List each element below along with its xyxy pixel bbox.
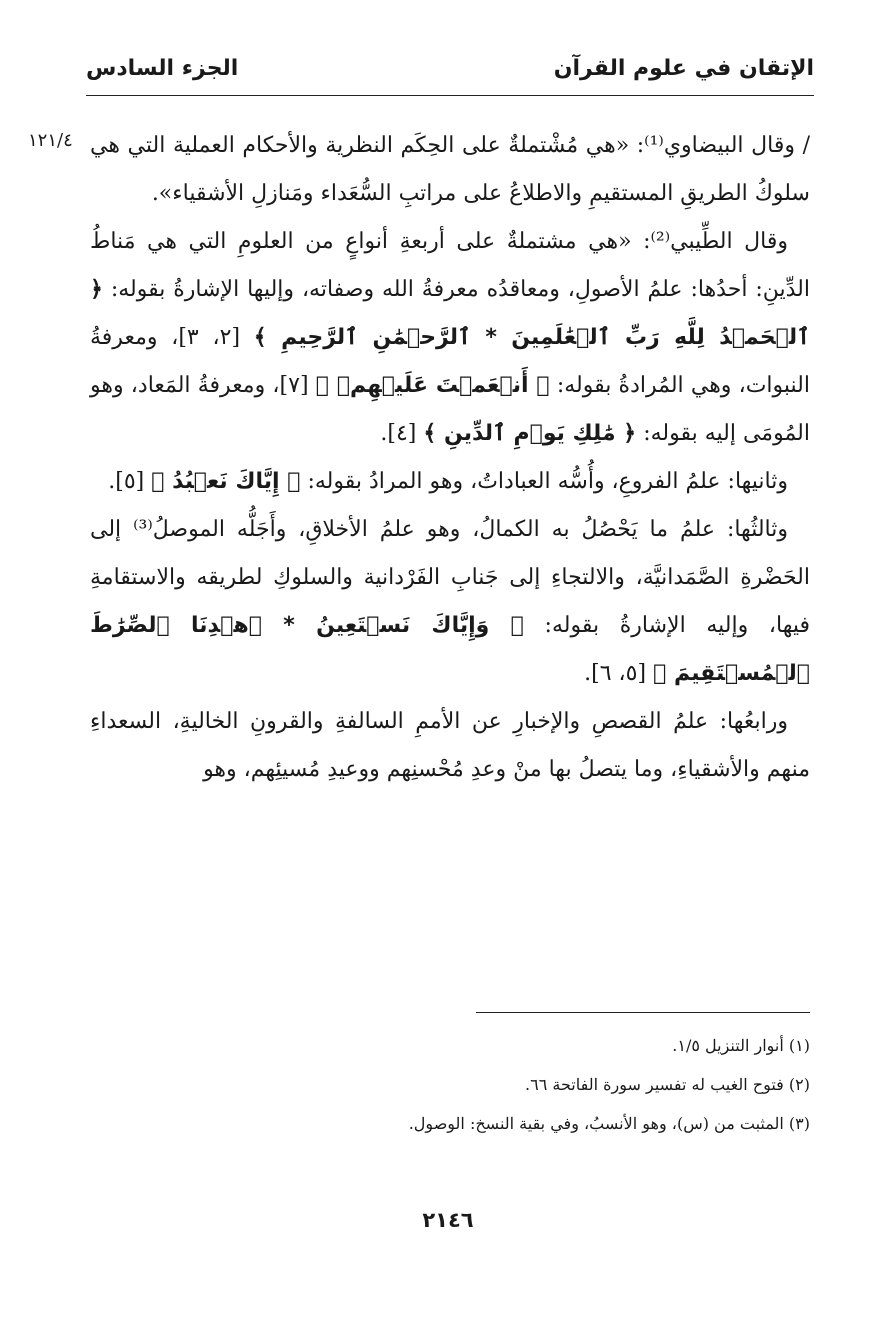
paragraph-text: / وقال البيضاوي⁽¹⁾: «هي مُشْتملةٌ على الحِكَم النظرية والأحكام العملية التي هي سلوكُ الطريقِ المستقيمِ والاطلاعُ على مراتبِ السُّعَداء ومَنازلِ الأشقياء». — [90, 133, 810, 206]
quran-verse: ﴿ إِيَّاكَ نَعۡبُدُ ﴾ — [151, 469, 301, 494]
footnote-1: (١) أنوار التنزيل ١/٥. — [672, 1036, 810, 1055]
footnote-2: (٢) فتوح الغيب له تفسير سورة الفاتحة ٦٦. — [525, 1075, 810, 1094]
footnote-3: (٣) المثبت من (س)، وهو الأنسبُ، وفي بقية النسخ: الوصول. — [408, 1114, 810, 1133]
paragraph-text: ورابعُها: علمُ القصصِ والإخبارِ عن الأممِ السالفةِ والقرونِ الخاليةِ، السعداءِ منهم والأشقياءِ، وما يتصلُ بها منْ وعدِ مُحْسنِهم ووعيدِ مُسيئِهم، وهو — [90, 709, 810, 782]
paragraph-baydawi — [90, 122, 810, 218]
paragraph-text: وقال الطِّيبي⁽²⁾: «هي مشتملةٌ على أربعةِ أنواعٍ من العلومِ التي هي مَناطُ الدِّينِ: أحدُها: علمُ الأصولِ، ومعاقدُه معرفةُ الله وصفاته، وإليها الإشارةُ بقوله: — [90, 229, 810, 302]
verse-reference: [٥، ٦]. — [584, 661, 647, 686]
book-title: الإتقان في علوم القرآن — [553, 56, 814, 81]
quran-verse: ﴿ مَٰلِكِ يَوۡمِ ٱلدِّينِ ﴾ — [423, 421, 637, 446]
paragraph-fourth — [90, 698, 810, 794]
paragraph-text: وثالثُها: علمُ ما يَحْصُلُ به الكمالُ، وهو علمُ الأخلاقِ، وأَجَلُّه الموصلُ⁽³⁾ إلى الحَضْرةِ الصَّمَدانيَّة، والالتجاءِ إلى جَنابِ الفَرْدانية والسلوكِ لطريقه والاستقامةِ فيها، وإليه الإشارةُ بقوله: — [90, 517, 810, 638]
page-header — [86, 52, 814, 96]
verse-reference: [٤]. — [380, 421, 417, 446]
paragraph-third — [90, 506, 810, 698]
margin-volume-page-reference: ١٢١/٤ — [28, 130, 73, 151]
quran-verse: ﴿ ٱلۡحَمۡدُ لِلَّهِ رَبِّ ٱلۡعَٰلَمِينَ * ٱلرَّحۡمَٰنِ ٱلرَّحِيمِ ﴾ — [90, 277, 811, 350]
verse-reference: [٢، ٣]، ومعرفةُ النبوات، وهي المُرادةُ بقوله: — [90, 325, 811, 398]
verse-reference: [٧]، ومعرفةُ المَعاد، وهو المُومَى إليه بقوله: — [90, 373, 810, 446]
footnote-separator — [476, 1012, 810, 1013]
verse-reference: [٥]. — [108, 469, 145, 494]
main-text — [90, 122, 810, 794]
footnotes — [90, 1026, 810, 1143]
paragraph-second — [90, 458, 810, 506]
quran-verse: ﴿ وَإِيَّاكَ نَسۡتَعِينُ * ٱهۡدِنَا ٱلصِّرَٰطَ ٱلۡمُسۡتَقِيمَ ﴾ — [90, 613, 810, 686]
paragraph-tibi — [90, 218, 810, 458]
part-title: الجزء السادس — [86, 56, 239, 81]
page-number: ٢١٤٦ — [422, 1208, 474, 1232]
quran-verse: ﴿ أَنۡعَمۡتَ عَلَيۡهِمۡ ﴾ — [315, 373, 550, 398]
paragraph-text: وثانيها: علمُ الفروعِ، وأُسُّه العباداتُ، وهو المرادُ بقوله: — [307, 469, 788, 494]
header-rule — [86, 95, 814, 96]
